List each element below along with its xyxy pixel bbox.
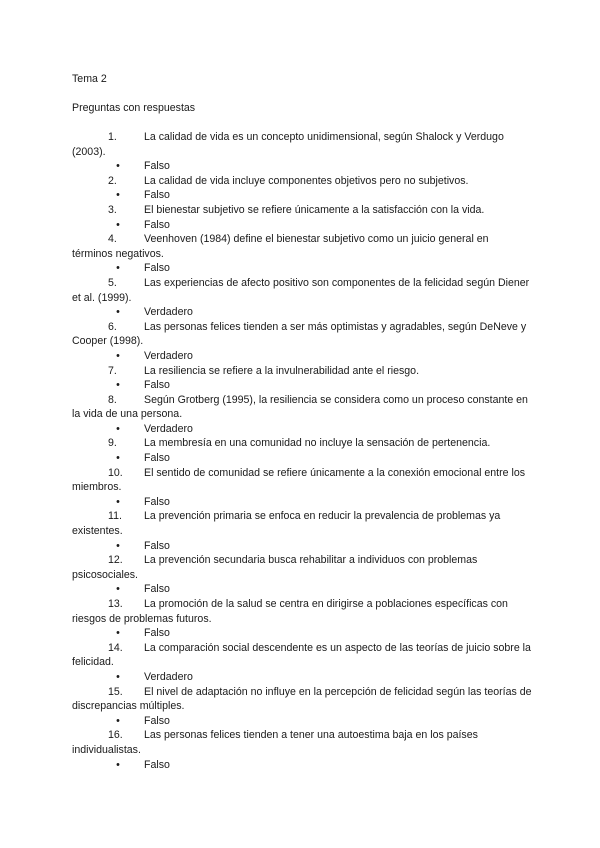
answer-item [72,218,532,233]
document-subtitle: Preguntas con respuestas [72,102,196,114]
question-item [72,466,532,495]
bullet-icon: • [116,539,120,552]
answer-text: Falso [144,189,170,202]
question-number: 15. [108,685,123,698]
question-text: La prevención primaria se enfoca en reducir la prevalencia de problemas ya existentes. [72,510,501,538]
bullet-icon: • [116,714,120,727]
question-text: La calidad de vida incluye componentes objetivos pero no subjetivos. [144,174,469,187]
answer-item [72,495,532,510]
answer-text: Falso [144,262,170,275]
question-text: La comparación social descendente es un aspecto de las teorías de juicio sobre la felicidad. [72,641,531,669]
question-item [72,276,532,305]
question-text: Las personas felices tienden a ser más optimistas y agradables, según DeNeve y Cooper (1998). [72,320,527,348]
bullet-icon: • [116,262,120,275]
answer-text: Falso [144,539,170,552]
answer-item [72,451,532,466]
answer-text: Falso [144,583,170,596]
answer-item [72,422,532,437]
question-item [72,393,532,422]
question-text: La membresía en una comunidad no incluye la sensación de pertenencia. [144,437,491,450]
answer-text: Falso [144,218,170,231]
bullet-icon: • [116,670,120,683]
question-number: 14. [108,641,123,654]
question-item [72,436,532,451]
bullet-icon: • [116,452,120,465]
question-item [72,728,532,757]
question-list [72,130,532,772]
answer-text: Verdadero [144,422,193,435]
document-title: Tema 2 [72,73,107,85]
bullet-icon: • [116,218,120,231]
question-text: El nivel de adaptación no influye en la percepción de felicidad según las teorías de discrepancias múltiples. [72,685,532,713]
question-item [72,641,532,670]
question-item [72,364,532,379]
bullet-icon: • [116,627,120,640]
answer-text: Falso [144,495,170,508]
answer-item [72,539,532,554]
question-item [72,232,532,261]
question-text: La resiliencia se refiere a la invulnerabilidad ante el riesgo. [144,364,420,377]
question-item [72,130,532,159]
question-item [72,320,532,349]
answer-item [72,626,532,641]
question-number: 4. [108,233,117,246]
answer-text: Falso [144,452,170,465]
question-number: 5. [108,276,117,289]
question-number: 2. [108,174,117,187]
question-item [72,685,532,714]
question-item [72,174,532,189]
question-item [72,509,532,538]
answer-item [72,159,532,174]
question-number: 13. [108,598,123,610]
bullet-icon: • [116,758,120,771]
question-number: 10. [108,466,123,479]
answer-text: Falso [144,160,170,173]
question-text: Las experiencias de afecto positivo son componentes de la felicidad según Diener et al. (1999). [72,276,530,304]
answer-text: Verdadero [144,670,193,683]
answer-item [72,758,532,773]
bullet-icon: • [116,349,120,362]
answer-text: Falso [144,758,170,771]
question-number: 16. [108,729,123,742]
question-item [72,597,532,626]
question-text: La promoción de la salud se centra en dirigirse a poblaciones específicas con riesgos de problemas futuros. [72,598,508,625]
question-number: 6. [108,320,117,333]
answer-item [72,378,532,393]
answer-item [72,261,532,276]
question-number: 9. [108,437,117,450]
question-text: Veenhoven (1984) define el bienestar subjetivo como un juicio general en términos negativos. [72,233,489,260]
question-number: 3. [108,203,117,216]
question-text: Las personas felices tienden a tener una autoestima baja en los países individualistas. [72,729,478,756]
question-text: El bienestar subjetivo se refiere únicamente a la satisfacción con la vida. [144,203,485,216]
question-number: 7. [108,364,117,377]
answer-text: Verdadero [144,349,193,362]
answer-item [72,305,532,320]
bullet-icon: • [116,583,120,596]
question-text: La prevención secundaria busca rehabilitar a individuos con problemas psicosociales. [72,554,478,581]
answer-text: Falso [144,379,170,392]
answer-item [72,188,532,203]
bullet-icon: • [116,495,120,508]
answer-item [72,349,532,364]
question-text: La calidad de vida es un concepto unidimensional, según Shalock y Verdugo (2003). [72,131,504,158]
answer-item [72,714,532,729]
answer-item [72,582,532,597]
bullet-icon: • [116,422,120,435]
question-number: 1. [108,131,117,143]
answer-text: Falso [144,627,170,640]
question-number: 11. [108,510,122,523]
question-text: El sentido de comunidad se refiere únicamente a la conexión emocional entre los miembros. [72,466,526,494]
question-item [72,553,532,582]
bullet-icon: • [116,306,120,319]
bullet-icon: • [116,189,120,202]
bullet-icon: • [116,379,120,392]
answer-item [72,670,532,685]
question-item [72,203,532,218]
answer-text: Falso [144,714,170,727]
bullet-icon: • [116,160,120,173]
question-number: 12. [108,554,123,567]
question-number: 8. [108,393,117,406]
question-text: Según Grotberg (1995), la resiliencia se considera como un proceso constante en la vida de una persona. [72,393,528,421]
answer-text: Verdadero [144,306,193,319]
